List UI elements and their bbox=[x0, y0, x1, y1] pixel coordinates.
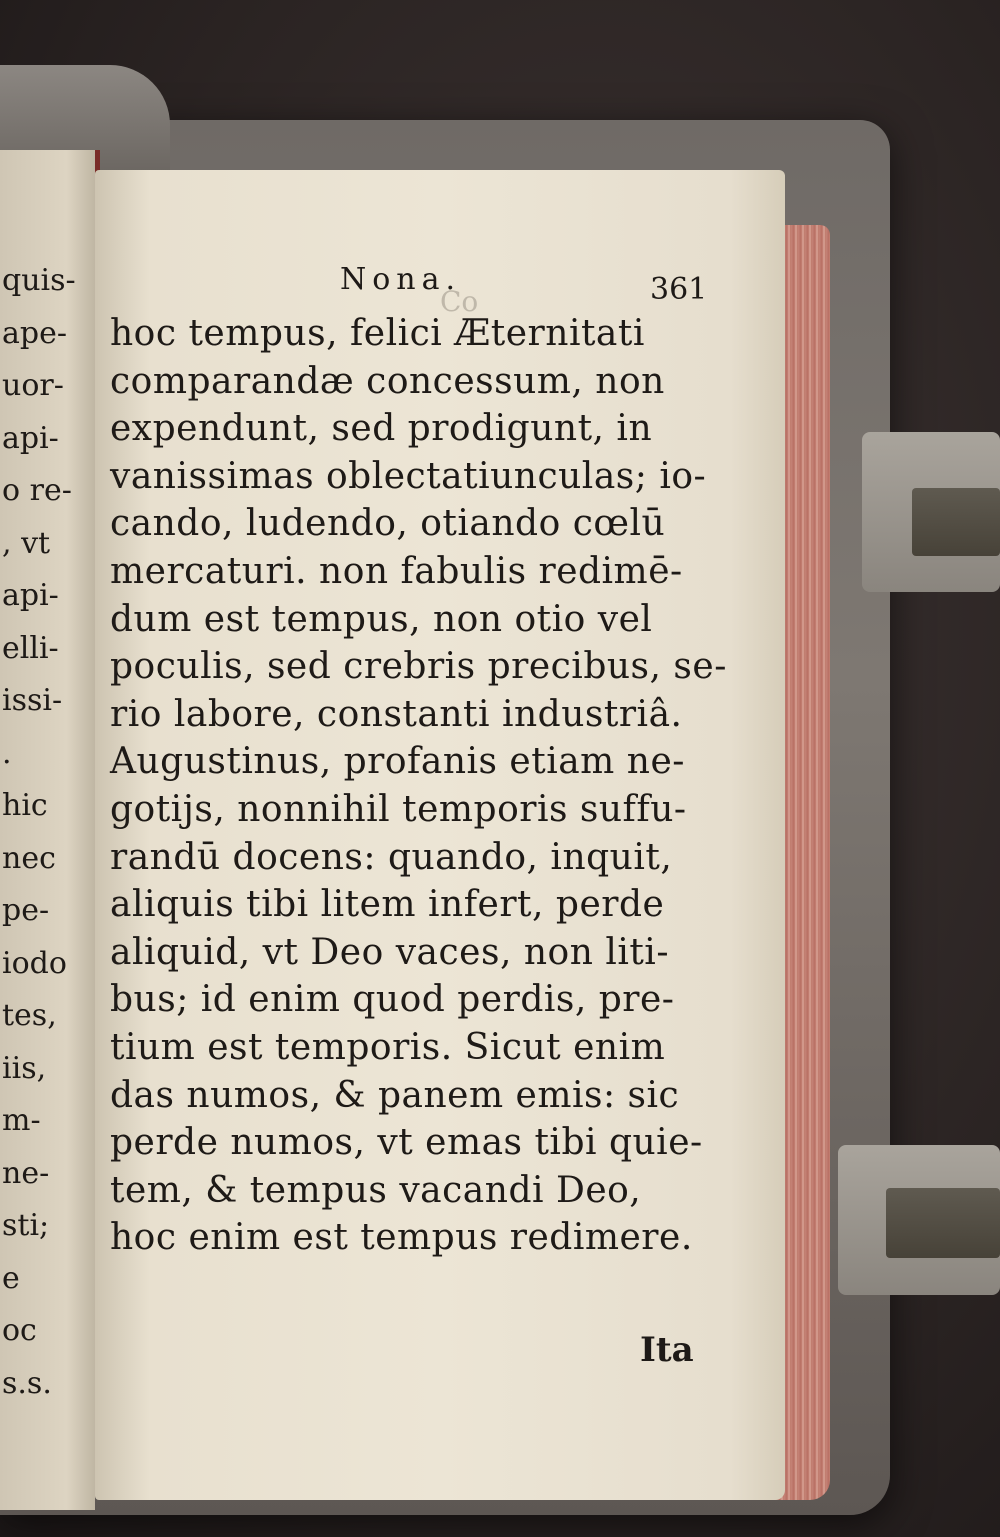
text-line: aliquid, vt Deo vaces, non liti- bbox=[110, 931, 669, 973]
left-page-fragment: oc bbox=[2, 1313, 37, 1348]
left-page-fragment: api- bbox=[2, 420, 59, 456]
text-line: poculis, sed crebris precibus, se- bbox=[110, 646, 727, 688]
text-line: expendunt, sed prodigunt, in bbox=[110, 408, 653, 450]
left-page-fragment: elli- bbox=[2, 630, 59, 666]
left-page-fragment: quis- bbox=[2, 263, 76, 298]
page-text-block bbox=[110, 262, 727, 1262]
left-page-fragment: e bbox=[2, 1260, 20, 1296]
text-line: hoc tempus, felici Æternitati bbox=[110, 313, 645, 354]
text-line: gotijs, nonnihil temporis suffu- bbox=[110, 788, 687, 830]
text-line: perde numos, vt emas tibi quie- bbox=[110, 1122, 703, 1164]
text-line: dum est tempus, non otio vel bbox=[110, 598, 653, 640]
left-page-fragment: issi- bbox=[2, 683, 63, 718]
left-page-fragment: ape- bbox=[2, 315, 67, 351]
text-line: aliquis tibi litem infert, perde bbox=[110, 884, 665, 926]
text-line: rio labore, constanti industriâ. bbox=[110, 693, 683, 735]
text-line: randū docens: quando, inquit, bbox=[110, 836, 673, 878]
left-page-fragment: pe- bbox=[2, 893, 50, 928]
left-page-fragment: uor- bbox=[2, 368, 64, 403]
left-page-fragment: m- bbox=[2, 1103, 41, 1138]
lower-clasp-pin bbox=[886, 1188, 1000, 1258]
text-line: comparandæ concessum, non bbox=[110, 360, 665, 402]
left-page-fragment: o re- bbox=[2, 473, 72, 508]
text-line: cando, ludendo, otiando cœlū bbox=[110, 503, 666, 545]
left-page-fragment: api- bbox=[2, 578, 59, 613]
body-text bbox=[110, 310, 727, 1262]
upper-clasp-pin bbox=[912, 488, 1000, 556]
text-line: vanissimas oblectatiunculas; io- bbox=[110, 455, 707, 497]
catchword: Ita bbox=[640, 1330, 694, 1370]
left-page-fragment: ne- bbox=[2, 1155, 50, 1191]
left-page-fragment: , vt bbox=[2, 525, 51, 561]
left-page-fragment: sti; bbox=[2, 1208, 50, 1243]
text-line: tem, & tempus vacandi Deo, bbox=[110, 1169, 642, 1211]
text-line: bus; id enim quod perdis, pre- bbox=[110, 979, 675, 1021]
text-line: hoc enim est tempus redimere. bbox=[110, 1217, 693, 1259]
page-header bbox=[110, 262, 720, 310]
left-page-fragment: nec bbox=[2, 840, 56, 876]
left-page-fragment: tes, bbox=[2, 998, 57, 1033]
left-page-fragment: s.s. bbox=[2, 1365, 52, 1401]
left-page-fragment: iis, bbox=[2, 1050, 47, 1086]
text-line: mercaturi. non fabulis redimē- bbox=[110, 550, 683, 592]
text-line: tium est temporis. Sicut enim bbox=[110, 1026, 666, 1068]
left-page-fragment: . bbox=[2, 735, 12, 771]
page-number: 361 bbox=[650, 272, 708, 307]
bleed-through-text: Co bbox=[440, 285, 479, 318]
left-page-fragment: iodo bbox=[2, 945, 67, 981]
text-line: Augustinus, profanis etiam ne- bbox=[110, 741, 685, 783]
text-line: das numos, & panem emis: sic bbox=[110, 1074, 680, 1116]
left-page-fragment: hic bbox=[2, 788, 48, 823]
running-head: Nona. bbox=[340, 262, 462, 297]
left-page-text-fragments bbox=[2, 255, 76, 1410]
